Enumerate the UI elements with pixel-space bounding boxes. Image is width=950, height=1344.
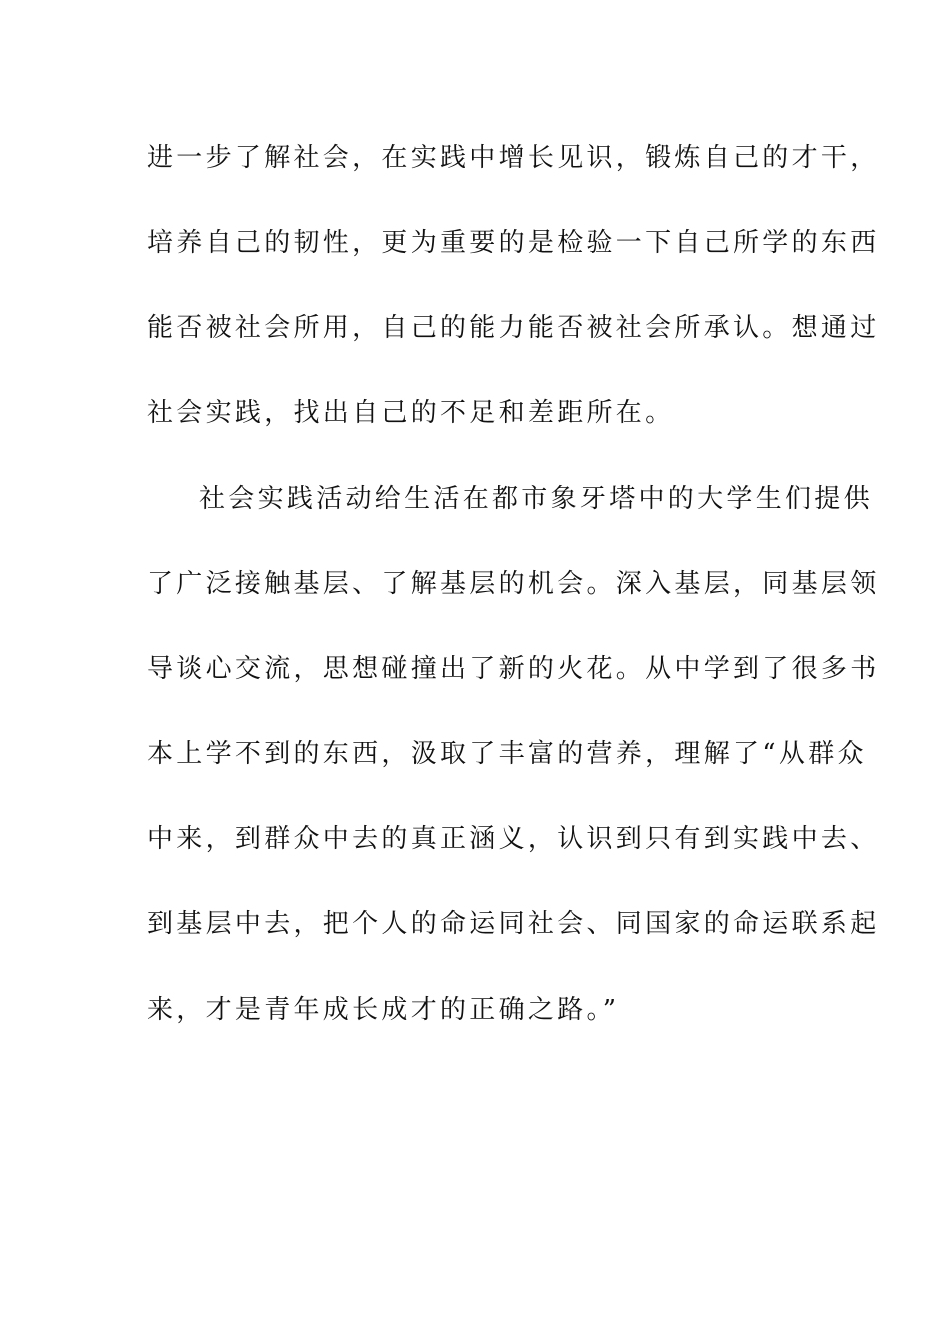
paragraph-1-line-4: 社会实践，找出自己的不足和差距所在。 — [147, 398, 675, 428]
paragraph-2-line-3: 导谈心交流，思想碰撞出了新的火花。从中学到了很多书 — [147, 654, 880, 684]
paragraph-2-line-5: 中来，到群众中去的真正涵义，认识到只有到实践中去、 — [147, 824, 880, 854]
paragraph-2-line-7: 来，才是青年成长成才的正确之路。” — [147, 995, 620, 1025]
paragraph-2-line-1: 社会实践活动给生活在都市象牙塔中的大学生们提供 — [199, 484, 873, 514]
paragraph-2-line-6: 到基层中去，把个人的命运同社会、同国家的命运联系起 — [147, 909, 880, 939]
paragraph-1-line-3: 能否被社会所用，自己的能力能否被社会所承认。想通过 — [147, 313, 880, 343]
paragraph-1-line-2: 培养自己的韧性，更为重要的是检验一下自己所学的东西 — [147, 228, 880, 258]
paragraph-2-line-4: 本上学不到的东西，汲取了丰富的营养，理解了“从群众 — [147, 739, 867, 769]
paragraph-1-line-1: 进一步了解社会，在实践中增长见识，锻炼自己的才干， — [147, 143, 880, 173]
paragraph-2-line-2: 了广泛接触基层、了解基层的机会。深入基层，同基层领 — [147, 569, 880, 599]
